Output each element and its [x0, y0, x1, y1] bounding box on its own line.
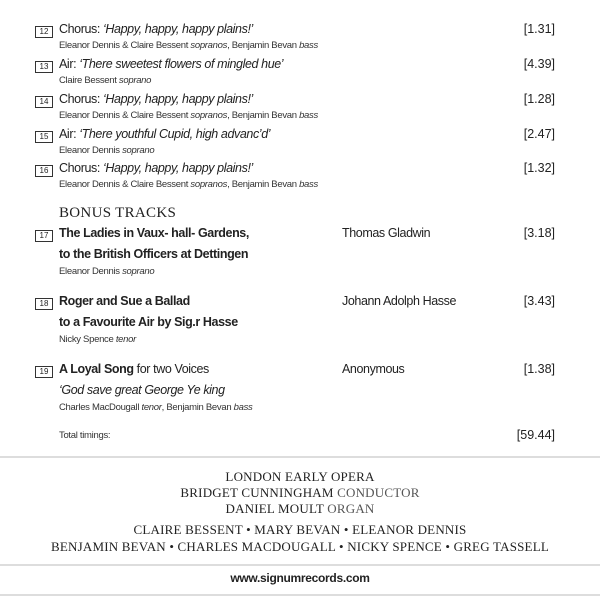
track-performers — [59, 110, 318, 121]
performer: Eleanor Dennis & Claire Bessent — [59, 40, 191, 51]
track-form: Air: — [59, 127, 80, 141]
track-text: ‘Happy, happy, happy plains!’ — [103, 161, 253, 175]
bonus-heading: BONUS TRACKS — [59, 205, 177, 221]
performer: Eleanor Dennis — [59, 145, 123, 156]
track-number: 16 — [35, 165, 53, 177]
total-label: Total timings: — [59, 430, 111, 441]
conductor-role: CONDUCTOR — [333, 485, 420, 500]
track-title-line2 — [59, 247, 248, 261]
title-text: to a Favourite Air by Sig.r Hasse — [59, 315, 238, 329]
track-composer: Johann Adolph Hasse — [342, 294, 457, 308]
divider — [0, 456, 600, 458]
total-duration: [59.44] — [516, 428, 555, 442]
track-title — [59, 92, 253, 106]
track-title — [59, 161, 253, 175]
track-title-line2 — [59, 383, 225, 397]
track-text: ‘There sweetest flowers of mingled hue’ — [79, 57, 284, 71]
track-title-line2 — [59, 315, 238, 329]
track-duration: [1.38] — [523, 362, 555, 376]
title-text: ‘God save great George Ye king — [59, 383, 225, 397]
voice: tenor — [141, 402, 162, 413]
title-text: The Ladies in Vaux- hall- Gardens, — [59, 226, 249, 240]
divider — [0, 594, 600, 596]
track-number: 14 — [35, 96, 53, 108]
track-number: 15 — [35, 131, 53, 143]
track-number: 13 — [35, 61, 53, 73]
track-performers — [59, 75, 151, 86]
performer: Nicky Spence — [59, 334, 116, 345]
singers-line-2: BENJAMIN BEVAN • CHARLES MACDOUGALL • NICKY SPENCE • GREG TASSELL — [51, 539, 549, 554]
track-text: ‘There youthful Cupid, high advanc’d’ — [79, 127, 271, 141]
track-duration: [3.43] — [523, 294, 555, 308]
website-url: www.signumrecords.com — [230, 571, 370, 585]
track-text: ‘Happy, happy, happy plains!’ — [103, 22, 253, 36]
track-title-line1 — [59, 294, 190, 308]
conductor-credit — [0, 485, 600, 501]
organ-credit — [0, 501, 600, 517]
divider — [0, 564, 600, 566]
performer: , Benjamin Bevan — [227, 40, 300, 51]
track-performers — [59, 179, 318, 190]
track-composer: Anonymous — [342, 362, 405, 376]
performer: , Benjamin Bevan — [227, 179, 300, 190]
voice: tenor — [115, 334, 136, 345]
title-rest: for two Voices — [133, 362, 209, 376]
voice: sopranos — [190, 40, 228, 51]
track-number: 19 — [35, 366, 53, 378]
track-duration: [3.18] — [523, 226, 555, 240]
voice: sopranos — [190, 110, 228, 121]
track-performers — [59, 266, 154, 277]
track-number: 17 — [35, 230, 53, 242]
performer: Claire Bessent — [59, 75, 119, 86]
track-duration: [1.32] — [523, 161, 555, 175]
ensemble: LONDON EARLY OPERA — [225, 469, 375, 484]
voice: bass — [299, 110, 318, 121]
performer: , Benjamin Bevan — [161, 402, 234, 413]
track-duration: [2.47] — [523, 127, 555, 141]
track-title — [59, 22, 253, 36]
title-text: to the British Officers at Dettingen — [59, 247, 249, 261]
track-form: Chorus: — [59, 22, 104, 36]
voice: soprano — [122, 145, 155, 156]
track-title — [59, 57, 283, 71]
track-number: 12 — [35, 26, 53, 38]
track-form: Chorus: — [59, 161, 104, 175]
track-text: ‘Happy, happy, happy plains!’ — [103, 92, 253, 106]
track-form: Air: — [59, 57, 80, 71]
track-performers — [59, 145, 154, 156]
performer: Eleanor Dennis & Claire Bessent — [59, 179, 191, 190]
track-title-line1 — [59, 226, 249, 240]
track-performers — [59, 40, 318, 51]
conductor-name: BRIDGET CUNNINGHAM — [180, 485, 334, 500]
track-performers — [59, 334, 136, 345]
singers-line-1: CLAIRE BESSENT • MARY BEVAN • ELEANOR DENNIS — [133, 522, 467, 537]
performer: Eleanor Dennis & Claire Bessent — [59, 110, 191, 121]
track-title — [59, 127, 270, 141]
voice: bass — [233, 402, 253, 413]
track-title-line1 — [59, 362, 209, 376]
track-duration: [1.31] — [523, 22, 555, 36]
track-duration: [4.39] — [523, 57, 555, 71]
voice: soprano — [118, 75, 152, 86]
performer: , Benjamin Bevan — [227, 110, 300, 121]
voice: bass — [299, 179, 318, 190]
organist-role: ORGAN — [323, 501, 375, 516]
track-composer: Thomas Gladwin — [342, 226, 431, 240]
performer: Eleanor Dennis — [59, 266, 123, 277]
track-duration: [1.28] — [523, 92, 555, 106]
title-text: Roger and Sue a Ballad — [59, 294, 190, 308]
track-performers — [59, 402, 253, 413]
title-text: A Loyal Song — [59, 362, 134, 376]
voice: bass — [299, 40, 318, 51]
performer: Charles MacDougall — [59, 402, 142, 413]
track-number: 18 — [35, 298, 53, 310]
track-form: Chorus: — [59, 92, 104, 106]
voice: sopranos — [190, 179, 228, 190]
voice: soprano — [122, 266, 155, 277]
organist-name: DANIEL MOULT — [225, 501, 324, 516]
